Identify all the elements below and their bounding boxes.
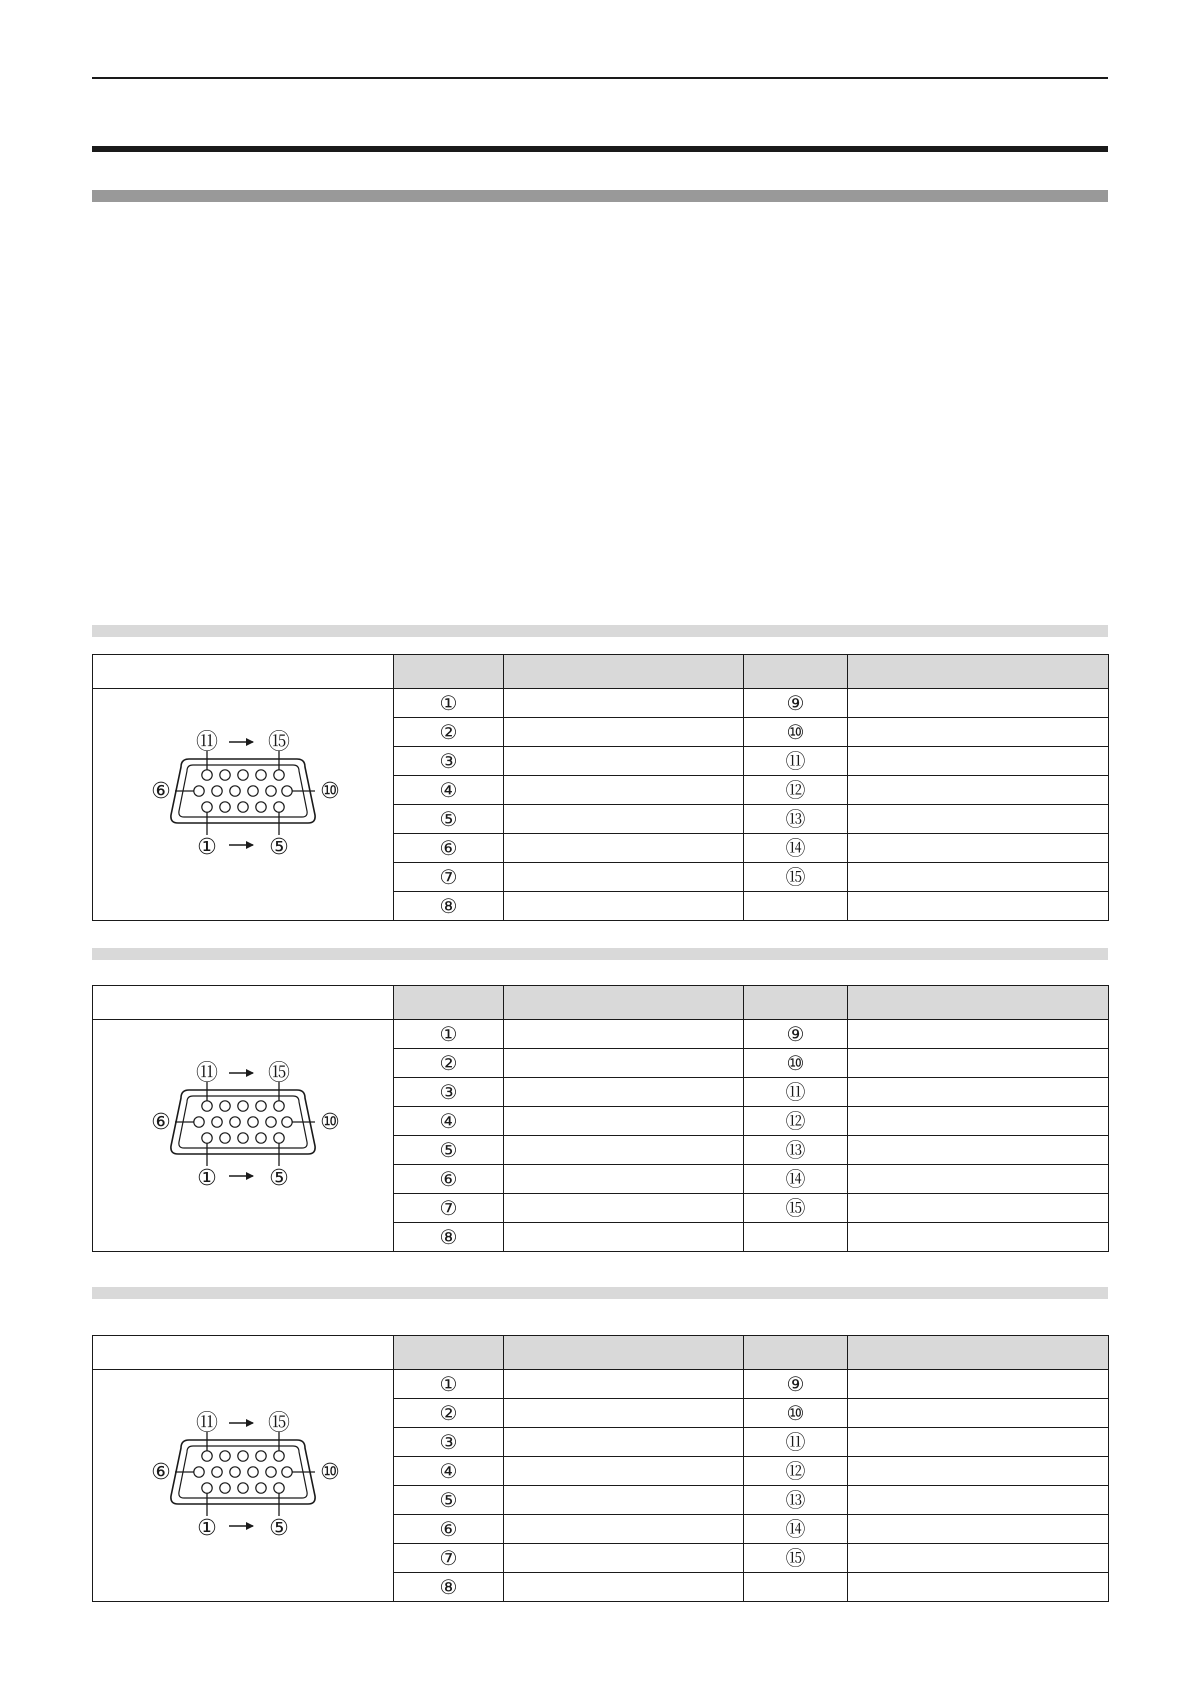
signal-right-cell: [848, 1049, 1109, 1078]
signal-left-cell: [504, 1107, 744, 1136]
table-header-cell: [93, 655, 394, 689]
signal-right-cell: [848, 1223, 1109, 1252]
pin-right-cell: ⑬: [744, 805, 848, 834]
pin-right-cell: ⑫: [744, 776, 848, 805]
pin-hole: [256, 1450, 266, 1460]
signal-left-cell: [504, 863, 744, 892]
signal-left-cell: [504, 834, 744, 863]
table-header-row: [93, 655, 1109, 689]
pin-label-left: ⑥: [151, 778, 171, 804]
signal-right-cell: [848, 1020, 1109, 1049]
signal-right-cell: [848, 1399, 1109, 1428]
pin-label-top-right: ⑮: [267, 1410, 291, 1436]
signal-right-cell: [848, 1078, 1109, 1107]
pin-hole: [274, 1482, 284, 1492]
pin-assignment-table-3: [92, 1335, 1109, 1602]
header-rule: [92, 77, 1108, 79]
pin-right-cell: ⑬: [744, 1136, 848, 1165]
pin-right-cell: ⑭: [744, 1515, 848, 1544]
pin-right-cell: ⑫: [744, 1457, 848, 1486]
pin-hole: [282, 1466, 292, 1476]
pin-right-cell: ⑩: [744, 1049, 848, 1078]
signal-left-cell: [504, 1486, 744, 1515]
signal-right-cell: [848, 1544, 1109, 1573]
table-header-cell: [744, 655, 848, 689]
pin-label-top-left: ⑪: [195, 729, 219, 755]
table-header-cell: [504, 655, 744, 689]
pin-right-cell: ⑮: [744, 1194, 848, 1223]
signal-left-cell: [504, 1078, 744, 1107]
dsub15-connector-diagram: [123, 715, 363, 895]
signal-left-cell: [504, 1573, 744, 1602]
pin-hole: [256, 1100, 266, 1110]
subsection-bar-2: [92, 948, 1108, 960]
pin-left-cell: ⑧: [394, 892, 504, 921]
table-header-cell: [848, 655, 1109, 689]
pin-hole: [220, 801, 230, 811]
pin-hole: [202, 1482, 212, 1492]
pin-hole: [238, 769, 248, 779]
signal-left-cell: [504, 747, 744, 776]
pin-left-cell: ⑥: [394, 834, 504, 863]
table-header-cell: [93, 986, 394, 1020]
pin-left-cell: ①: [394, 1370, 504, 1399]
pin-label-bottom-right: ⑤: [269, 1165, 289, 1191]
pin-right-cell: ⑮: [744, 1544, 848, 1573]
pin-hole: [202, 769, 212, 779]
signal-left-cell: [504, 1370, 744, 1399]
pin-left-cell: ⑥: [394, 1165, 504, 1194]
pin-left-cell: ①: [394, 689, 504, 718]
signal-right-cell: [848, 1194, 1109, 1223]
pin-hole: [282, 1116, 292, 1126]
pin-right-cell: ⑪: [744, 1428, 848, 1457]
signal-right-cell: [848, 718, 1109, 747]
pin-hole: [266, 1116, 276, 1126]
signal-right-cell: [848, 1107, 1109, 1136]
pin-assignment-table-1: [92, 654, 1109, 921]
pin-hole: [266, 1466, 276, 1476]
pin-hole: [212, 1466, 222, 1476]
pin-hole: [274, 1132, 284, 1142]
pin-hole: [202, 1450, 212, 1460]
signal-left-cell: [504, 776, 744, 805]
signal-left-cell: [504, 718, 744, 747]
pin-hole: [220, 1100, 230, 1110]
pin-hole: [194, 785, 204, 795]
pin-left-cell: ⑦: [394, 1194, 504, 1223]
pin-right-cell: ⑩: [744, 718, 848, 747]
pin-hole: [266, 785, 276, 795]
signal-left-cell: [504, 1399, 744, 1428]
pin-left-cell: ⑦: [394, 863, 504, 892]
table-header-cell: [504, 1336, 744, 1370]
pin-hole: [220, 769, 230, 779]
signal-right-cell: [848, 1165, 1109, 1194]
pin-hole: [248, 1466, 258, 1476]
pin-label-top-right: ⑮: [267, 1060, 291, 1086]
signal-right-cell: [848, 1457, 1109, 1486]
pin-hole: [274, 769, 284, 779]
pin-hole: [256, 1132, 266, 1142]
subsection-bar-1: [92, 625, 1108, 637]
table-header-cell: [394, 655, 504, 689]
signal-right-cell: [848, 1370, 1109, 1399]
pin-hole: [202, 801, 212, 811]
table-row: [93, 1370, 1109, 1399]
pin-left-cell: ④: [394, 776, 504, 805]
connector-diagram-cell: [93, 689, 394, 921]
pin-left-cell: ⑧: [394, 1573, 504, 1602]
pin-hole: [238, 1450, 248, 1460]
signal-right-cell: [848, 834, 1109, 863]
pin-hole: [202, 1100, 212, 1110]
pin-right-cell: ⑮: [744, 863, 848, 892]
signal-left-cell: [504, 1544, 744, 1573]
pin-label-bottom-left: ①: [197, 1515, 217, 1541]
table-header-row: [93, 986, 1109, 1020]
pin-left-cell: ③: [394, 1428, 504, 1457]
pin-label-bottom-right: ⑤: [269, 1515, 289, 1541]
pin-label-right: ⑩: [320, 1109, 340, 1135]
signal-right-cell: [848, 1486, 1109, 1515]
pin-right-cell: [744, 1223, 848, 1252]
pin-right-cell: [744, 892, 848, 921]
pin-hole: [256, 801, 266, 811]
signal-left-cell: [504, 1515, 744, 1544]
pin-right-cell: ⑨: [744, 689, 848, 718]
section-heading-bar: [92, 190, 1108, 202]
pin-left-cell: ⑤: [394, 1486, 504, 1515]
pin-label-bottom-left: ①: [197, 834, 217, 860]
pin-left-cell: ②: [394, 718, 504, 747]
subsection-bar-3: [92, 1287, 1108, 1299]
signal-right-cell: [848, 776, 1109, 805]
pin-right-cell: ⑫: [744, 1107, 848, 1136]
pin-left-cell: ②: [394, 1049, 504, 1078]
table-row: [93, 689, 1109, 718]
pin-right-cell: ⑭: [744, 834, 848, 863]
pin-right-cell: ⑪: [744, 1078, 848, 1107]
signal-left-cell: [504, 892, 744, 921]
signal-right-cell: [848, 1136, 1109, 1165]
table-header-cell: [848, 986, 1109, 1020]
pin-right-cell: ⑩: [744, 1399, 848, 1428]
pin-left-cell: ⑤: [394, 1136, 504, 1165]
pin-right-cell: ⑭: [744, 1165, 848, 1194]
signal-right-cell: [848, 863, 1109, 892]
connector-diagram-cell: [93, 1020, 394, 1252]
pin-hole: [248, 785, 258, 795]
signal-left-cell: [504, 689, 744, 718]
signal-left-cell: [504, 1049, 744, 1078]
pin-hole: [274, 801, 284, 811]
dsub15-connector-diagram: [123, 1046, 363, 1226]
signal-left-cell: [504, 1136, 744, 1165]
signal-left-cell: [504, 1165, 744, 1194]
pin-left-cell: ③: [394, 1078, 504, 1107]
pin-hole: [282, 785, 292, 795]
table-header-cell: [848, 1336, 1109, 1370]
pin-left-cell: ⑧: [394, 1223, 504, 1252]
pin-left-cell: ③: [394, 747, 504, 776]
pin-label-top-right: ⑮: [267, 729, 291, 755]
pin-hole: [256, 769, 266, 779]
pin-hole: [220, 1132, 230, 1142]
pin-label-bottom-left: ①: [197, 1165, 217, 1191]
pin-hole: [274, 1450, 284, 1460]
pin-label-right: ⑩: [320, 778, 340, 804]
pin-hole: [220, 1450, 230, 1460]
pin-hole: [238, 1132, 248, 1142]
pin-left-cell: ④: [394, 1107, 504, 1136]
signal-right-cell: [848, 1573, 1109, 1602]
pin-hole: [212, 1116, 222, 1126]
pin-hole: [230, 1466, 240, 1476]
pin-hole: [238, 801, 248, 811]
pin-label-top-left: ⑪: [195, 1410, 219, 1436]
pin-left-cell: ⑤: [394, 805, 504, 834]
pin-right-cell: [744, 1573, 848, 1602]
signal-right-cell: [848, 747, 1109, 776]
pin-hole: [194, 1466, 204, 1476]
pin-label-top-left: ⑪: [195, 1060, 219, 1086]
signal-right-cell: [848, 1515, 1109, 1544]
dsub15-connector-diagram: [123, 1396, 363, 1576]
pin-assignment-table-2: [92, 985, 1109, 1252]
pin-hole: [238, 1100, 248, 1110]
table-header-cell: [744, 986, 848, 1020]
pin-hole: [212, 785, 222, 795]
pin-hole: [220, 1482, 230, 1492]
signal-left-cell: [504, 1194, 744, 1223]
pin-left-cell: ①: [394, 1020, 504, 1049]
pin-label-right: ⑩: [320, 1459, 340, 1485]
pin-hole: [248, 1116, 258, 1126]
pin-left-cell: ④: [394, 1457, 504, 1486]
signal-right-cell: [848, 892, 1109, 921]
signal-right-cell: [848, 805, 1109, 834]
pin-hole: [238, 1482, 248, 1492]
signal-left-cell: [504, 805, 744, 834]
table-header-cell: [394, 986, 504, 1020]
signal-right-cell: [848, 689, 1109, 718]
pin-right-cell: ⑪: [744, 747, 848, 776]
pin-label-left: ⑥: [151, 1109, 171, 1135]
pin-hole: [274, 1100, 284, 1110]
pin-hole: [202, 1132, 212, 1142]
pin-right-cell: ⑨: [744, 1020, 848, 1049]
table-header-cell: [394, 1336, 504, 1370]
pin-label-bottom-right: ⑤: [269, 834, 289, 860]
signal-right-cell: [848, 1428, 1109, 1457]
connector-diagram-cell: [93, 1370, 394, 1602]
signal-left-cell: [504, 1457, 744, 1486]
table-header-row: [93, 1336, 1109, 1370]
table-header-cell: [93, 1336, 394, 1370]
pin-label-left: ⑥: [151, 1459, 171, 1485]
signal-left-cell: [504, 1223, 744, 1252]
table-header-cell: [504, 986, 744, 1020]
signal-left-cell: [504, 1020, 744, 1049]
pin-hole: [230, 785, 240, 795]
pin-hole: [256, 1482, 266, 1492]
pin-right-cell: ⑨: [744, 1370, 848, 1399]
table-header-cell: [744, 1336, 848, 1370]
title-rule: [92, 146, 1108, 152]
pin-right-cell: ⑬: [744, 1486, 848, 1515]
pin-left-cell: ⑦: [394, 1544, 504, 1573]
pin-left-cell: ②: [394, 1399, 504, 1428]
pin-hole: [230, 1116, 240, 1126]
signal-left-cell: [504, 1428, 744, 1457]
pin-hole: [194, 1116, 204, 1126]
pin-left-cell: ⑥: [394, 1515, 504, 1544]
table-row: [93, 1020, 1109, 1049]
